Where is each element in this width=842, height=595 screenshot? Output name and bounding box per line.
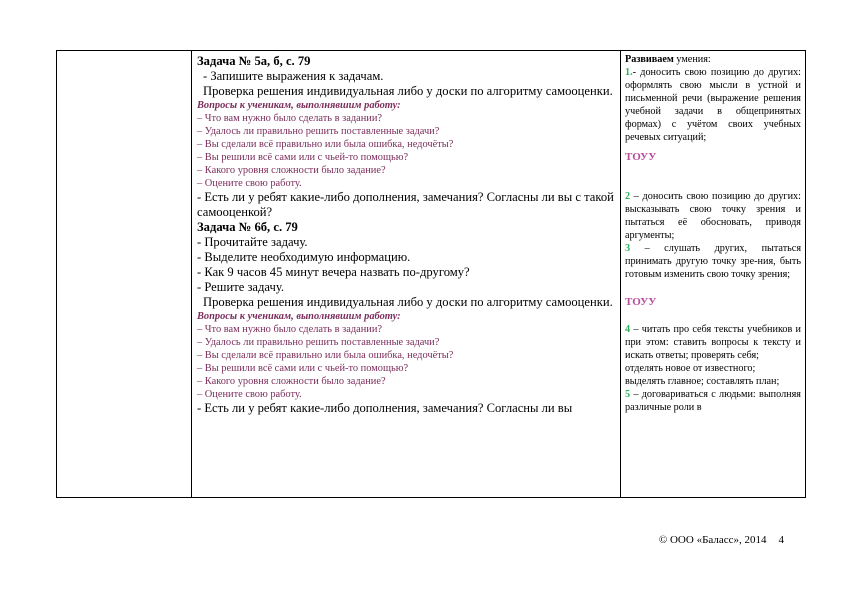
- task2-step: - Решите задачу.: [197, 280, 285, 294]
- skill-tag: ТОУУ: [625, 296, 657, 308]
- lesson-table: [56, 50, 806, 498]
- skill-text: – читать про себя тексты учебников и при этом: ставить вопросы к тексту и искать ответы; проверять себя;: [625, 324, 801, 361]
- skill-text: – договариваться с людьми: выполняя различные роли в: [625, 389, 801, 413]
- skill-number: 4: [625, 324, 631, 335]
- skills-caption-bold: Развиваем: [625, 54, 674, 65]
- skill-number: 5: [625, 389, 631, 400]
- question-item: – Вы решили всё сами или с чьей-то помощью?: [197, 152, 409, 163]
- skill-number: 3: [625, 243, 631, 254]
- question-item: – Какого уровня сложности было задание?: [197, 165, 386, 176]
- task2-step: - Как 9 часов 45 минут вечера назвать по-другому?: [197, 265, 470, 279]
- skill-item-3: [625, 242, 801, 281]
- skill-number: 1.: [625, 67, 633, 78]
- question-item: – Удалось ли правильно решить поставленные задачи?: [197, 126, 440, 137]
- task2-steps: [197, 235, 617, 295]
- task2-final: - Есть ли у ребят какие-либо дополнения, замечания? Согласны ли вы: [197, 401, 573, 415]
- skills-column-cell: [621, 51, 806, 498]
- activity-column-cell: [192, 51, 621, 498]
- skill-item-5: [625, 388, 801, 414]
- skill-item-4-extra: отделять новое от известного;: [625, 363, 756, 374]
- questions-list: [197, 112, 617, 190]
- skill-text: - доносить свою позицию до других: оформлять свою мысли в устной и письменной речи (выражение решения учебной задачи в общепринятых формах) с учётом своих учебных речевых ситуаций;: [625, 67, 801, 143]
- page-number: 4: [778, 534, 784, 546]
- question-item: – Какого уровня сложности было задание?: [197, 376, 386, 387]
- questions2-list: [197, 323, 617, 401]
- question-item: – Удалось ли правильно решить поставленные задачи?: [197, 337, 440, 348]
- skill-item-4-extra: выделять главное; составлять план;: [625, 376, 780, 387]
- skills-caption: [625, 53, 801, 66]
- left-column-cell: [57, 51, 192, 498]
- skill-text: – слушать других, пытаться принимать другую точку зре-ния, быть готовым изменить свою точку зрения;: [625, 243, 801, 280]
- task2-check: Проверка решения индивидуальная либо у доски по алгоритму самооценки.: [203, 295, 613, 309]
- task2-step: - Прочитайте задачу.: [197, 235, 308, 249]
- task2-title: Задача № 6б, с. 79: [197, 220, 298, 234]
- table-row: [57, 51, 806, 498]
- question-item: – Что вам нужно было сделать в задании?: [197, 113, 383, 124]
- task1-final: - Есть ли у ребят какие-либо дополнения, замечания? Согласны ли вы с такой самооценкой?: [197, 190, 614, 219]
- question-item: – Оцените свою работу.: [197, 389, 302, 400]
- question-item: – Вы решили всё сами или с чьей-то помощью?: [197, 363, 409, 374]
- questions2-header: Вопросы к ученикам, выполнявшим работу:: [197, 311, 401, 322]
- task1-instruction: - Запишите выражения к задачам.: [203, 69, 384, 83]
- skill-item-2: [625, 190, 801, 242]
- skill-text: – доносить свою позицию до других: высказывать свою точку зрения и пытаться её обосновать, приводя аргументы;: [625, 191, 801, 241]
- task2-step: - Выделите необходимую информацию.: [197, 250, 411, 264]
- copyright-text: © ООО «Баласс», 2014: [658, 534, 767, 546]
- task1-check: Проверка решения индивидуальная либо у доски по алгоритму самооценки.: [203, 84, 613, 98]
- question-item: – Что вам нужно было сделать в задании?: [197, 324, 383, 335]
- question-item: – Вы сделали всё правильно или была ошибка, недочёты?: [197, 350, 454, 361]
- questions-header: Вопросы к ученикам, выполнявшим работу:: [197, 100, 401, 111]
- question-item: – Вы сделали всё правильно или была ошибка, недочёты?: [197, 139, 454, 150]
- skill-tag: ТОУУ: [625, 151, 657, 163]
- skill-item-4: [625, 323, 801, 362]
- page-footer: [659, 534, 784, 546]
- question-item: – Оцените свою работу.: [197, 178, 302, 189]
- task1-title: Задача № 5а, б, с. 79: [197, 54, 311, 68]
- skill-number: 2: [625, 191, 631, 202]
- skill-item-1: [625, 66, 801, 144]
- skills-caption-rest: умения:: [673, 54, 711, 65]
